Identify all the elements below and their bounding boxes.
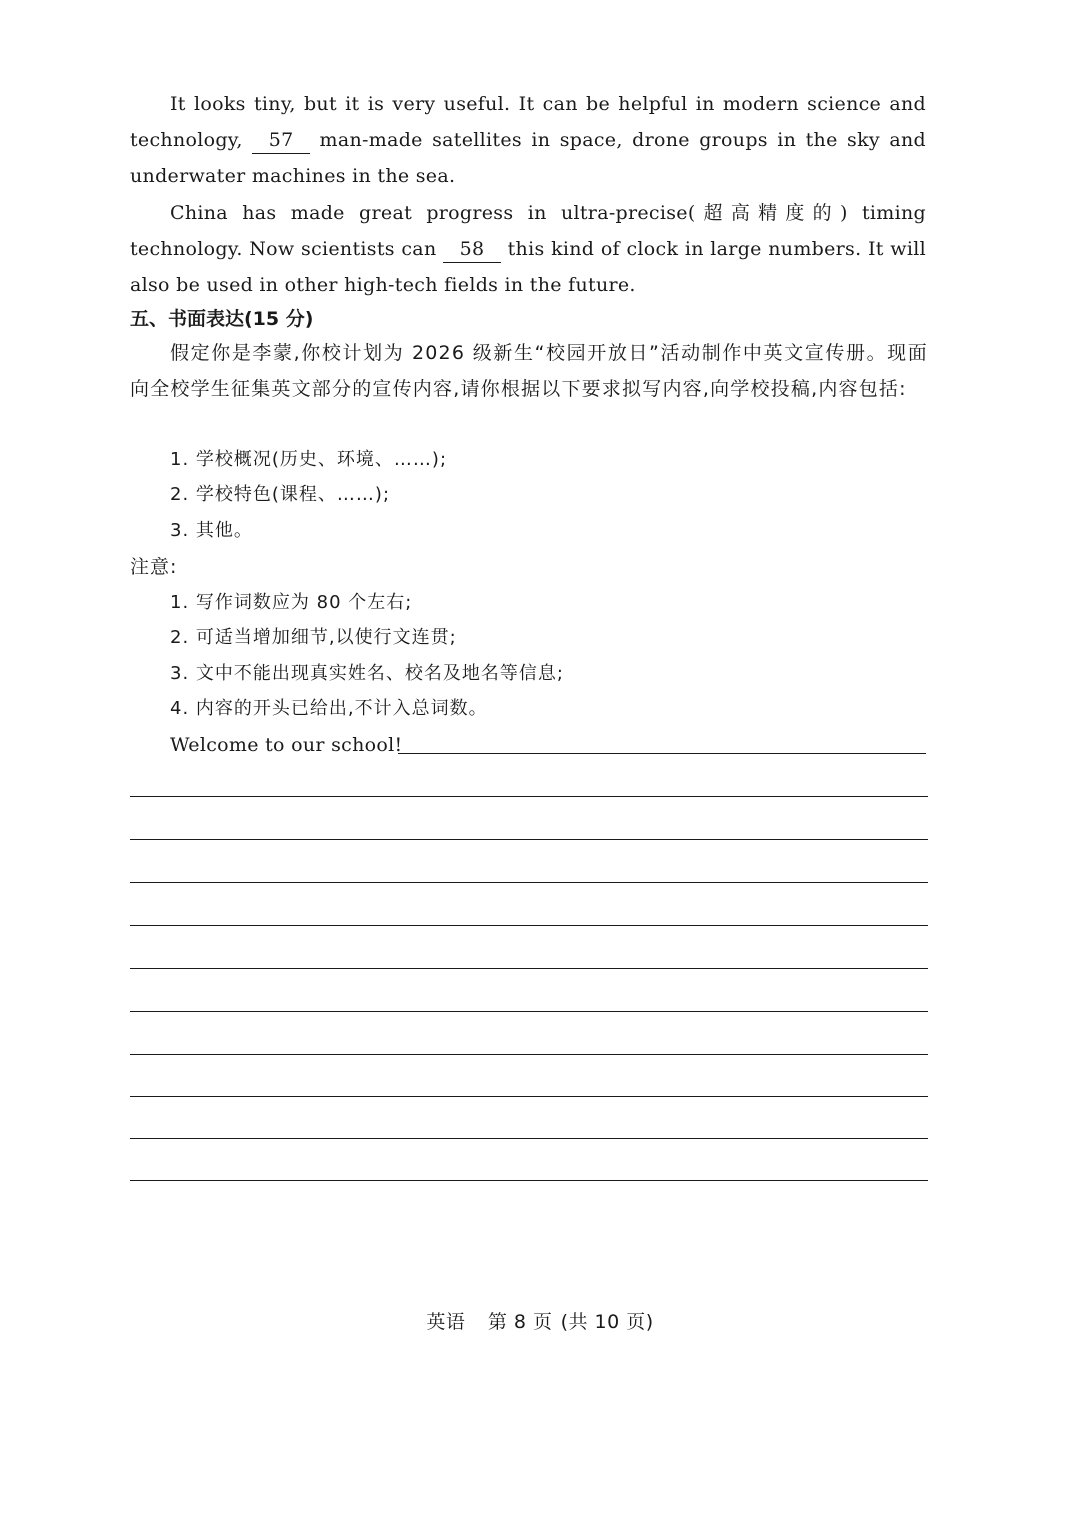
- essay-starter: Welcome to our school!: [170, 734, 403, 756]
- content-item-2: 2. 学校特色(课程、……);: [170, 484, 391, 505]
- note-2: 2. 可适当增加细节,以使行文连贯;: [170, 627, 457, 648]
- paragraph-1-text-after: man-made satellites in space, drone groups in the sky and underwater machines in the sea.: [130, 129, 926, 187]
- notes-label: 注意:: [130, 556, 178, 578]
- answer-line-3[interactable]: [130, 882, 928, 883]
- answer-line-2[interactable]: [130, 839, 928, 840]
- passage-paragraph-1: [130, 86, 926, 194]
- answer-line-8[interactable]: [130, 1096, 928, 1097]
- answer-line-0[interactable]: [398, 753, 926, 754]
- note-3: 3. 文中不能出现真实姓名、校名及地名等信息;: [170, 663, 564, 684]
- paragraph-2-text-before: China has made great progress in ultra-precise(超高精度的) timing technology. Now scientists can: [130, 202, 926, 260]
- footer-total-pages: (共 10 页): [560, 1311, 654, 1333]
- answer-line-7[interactable]: [130, 1054, 928, 1055]
- page-footer: [0, 1304, 1080, 1340]
- note-4: 4. 内容的开头已给出,不计入总词数。: [170, 698, 488, 719]
- answer-line-1[interactable]: [130, 796, 928, 797]
- paragraph-1-text-before: It looks tiny, but it is very useful. It can be helpful in modern science and technology,: [130, 93, 926, 151]
- blank-58[interactable]: 58: [443, 236, 501, 263]
- answer-line-5[interactable]: [130, 968, 928, 969]
- note-1: 1. 写作词数应为 80 个左右;: [170, 592, 413, 613]
- footer-page-number: 第 8 页: [487, 1311, 553, 1333]
- section-heading: 五、书面表达(15 分): [130, 308, 314, 330]
- blank-57[interactable]: 57: [252, 127, 310, 154]
- passage-paragraph-2: [130, 195, 926, 303]
- answer-line-6[interactable]: [130, 1011, 928, 1012]
- content-item-3: 3. 其他。: [170, 520, 253, 541]
- answer-line-9[interactable]: [130, 1138, 928, 1139]
- writing-prompt: 假定你是李蒙,你校计划为 2026 级新生“校园开放日”活动制作中英文宣传册。现面向全校学生征集英文部分的宣传内容,请你根据以下要求拟写内容,向学校投稿,内容包括:: [130, 342, 928, 400]
- footer-subject: 英语: [426, 1311, 466, 1333]
- answer-line-10[interactable]: [130, 1180, 928, 1181]
- content-item-1: 1. 学校概况(历史、环境、……);: [170, 449, 448, 470]
- paragraph-2-text-after: this kind of clock in large numbers. It will also be used in other high-tech fields in the future.: [130, 238, 926, 296]
- answer-line-4[interactable]: [130, 925, 928, 926]
